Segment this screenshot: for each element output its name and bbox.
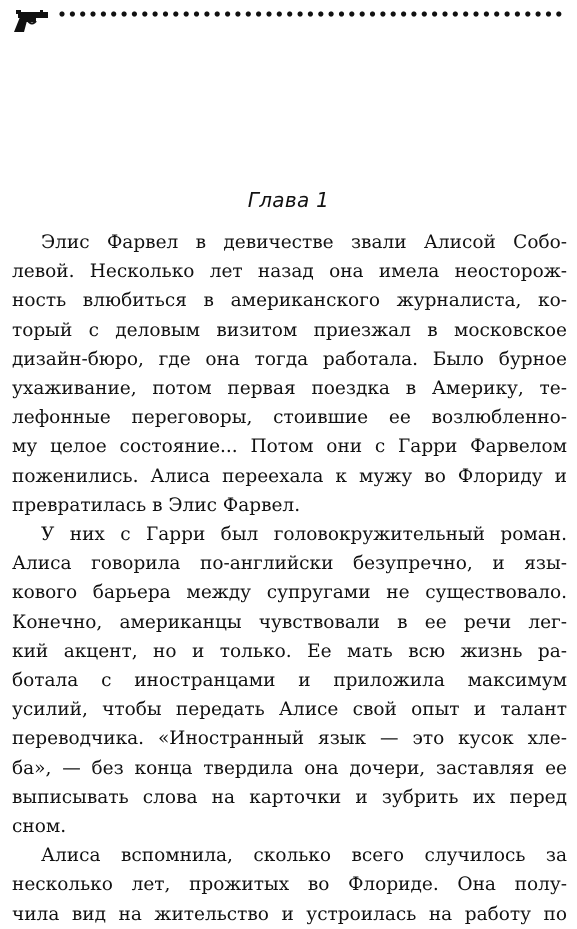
text-line: ба», — без конца твердила она дочери, заставляя ее (12, 757, 567, 779)
ornament-dot (391, 11, 396, 16)
ornament-dot (473, 11, 478, 16)
ornament-dot (411, 11, 416, 16)
text-line: кового барьера между супругами не существовало. (12, 582, 567, 604)
ornament-dot (525, 11, 530, 16)
text-line: Алиса вспомнила, сколько всего случилось за (41, 845, 567, 867)
ornament-dot (318, 11, 323, 16)
ornament-dot (80, 11, 85, 16)
ornament-dot (484, 11, 489, 16)
ornament-dot (515, 11, 520, 16)
text-line: Конечно, американцы чувствовали в ее речи лег- (12, 611, 567, 633)
ornament-dot (380, 11, 385, 16)
text-line: му целое состояние... Потом они с Гарри Фарвелом (12, 436, 567, 458)
text-line: У них с Гарри был головокружительный роман. (41, 524, 567, 546)
text-line: чила вид на жительство и устроилась на работу по (12, 903, 567, 925)
ornament-dot (90, 11, 95, 16)
ornament-dot (235, 11, 240, 16)
text-line: сном. (12, 816, 67, 838)
header-ornament (10, 5, 570, 35)
ornament-dot (287, 11, 292, 16)
text-line: ухаживание, потом первая поездка в Америку, те- (12, 378, 567, 400)
ornament-dot (111, 11, 116, 16)
ornament-dot (153, 11, 158, 16)
ornament-dot (256, 11, 261, 16)
ornament-dot (59, 11, 64, 16)
text-line: левой. Несколько лет назад она имела неосторож- (12, 261, 567, 283)
ornament-dot (432, 11, 437, 16)
text-line: Элис Фарвел в девичестве звали Алисой Собо- (41, 232, 567, 253)
ornament-dot (122, 11, 127, 16)
ornament-dot (277, 11, 282, 16)
ornament-dot (142, 11, 147, 16)
ornament-dot (329, 11, 334, 16)
ornament-dot (463, 11, 468, 16)
ornament-dot (194, 11, 199, 16)
text-line: несколько лет, прожитых во Флориде. Она полу- (12, 874, 567, 896)
ornament-dot (215, 11, 220, 16)
text-line: Алиса говорила по-английски безупречно, и язы- (12, 553, 567, 575)
ornament-dot (266, 11, 271, 16)
ornament-dot (556, 11, 561, 16)
ornament-dot (101, 11, 106, 16)
text-line: дизайн-бюро, где она тогда работала. Было бурное (12, 348, 567, 370)
paragraph (12, 841, 567, 929)
text-line: усилий, чтобы передать Алисе свой опыт и талант (12, 699, 567, 721)
ornament-dot (339, 11, 344, 16)
ornament-dot (132, 11, 137, 16)
ornament-dot (442, 11, 447, 16)
ornament-dot (70, 11, 75, 16)
ornament-dot (505, 11, 510, 16)
ornament-dot (225, 11, 230, 16)
ornament-dot (546, 11, 551, 16)
ornament-dot (204, 11, 209, 16)
text-line: превратилась в Элис Фарвел. (12, 494, 301, 516)
ornament-dot (370, 11, 375, 16)
ornament-dot (494, 11, 499, 16)
ornament-dot (401, 11, 406, 16)
ornament-dot (298, 11, 303, 16)
text-line: кий акцент, но и только. Ее мать всю жизнь ра- (12, 640, 567, 662)
ornament-dot (163, 11, 168, 16)
text-line: ность влюбиться в американского журналиста, ко- (12, 290, 567, 312)
ornament-dot (173, 11, 178, 16)
ornament-dot (360, 11, 365, 16)
ornament-dot (308, 11, 313, 16)
paragraph (12, 228, 567, 520)
ornament-dot (453, 11, 458, 16)
ornament-dot (246, 11, 251, 16)
ornament-dot (536, 11, 541, 16)
text-line: переводчика. «Иностранный язык — это кусок хле- (12, 728, 567, 750)
chapter-title: Глава 1 (247, 188, 330, 212)
revolver-icon (10, 5, 570, 35)
paragraph (12, 520, 567, 841)
text-line: выписывать слова на карточки и зубрить их перед (12, 786, 567, 808)
text-line: лефонные переговоры, стоившие ее возлюбленно- (12, 407, 567, 429)
ornament-dot (422, 11, 427, 16)
chapter-body (12, 228, 567, 929)
text-line: торый с деловым визитом приезжал в московское (12, 319, 567, 341)
text-line: поженились. Алиса переехала к мужу во Флориду и (12, 465, 567, 487)
ornament-dot (184, 11, 189, 16)
ornament-dot (349, 11, 354, 16)
text-line: ботала с иностранцами и приложила максимум (12, 670, 567, 692)
